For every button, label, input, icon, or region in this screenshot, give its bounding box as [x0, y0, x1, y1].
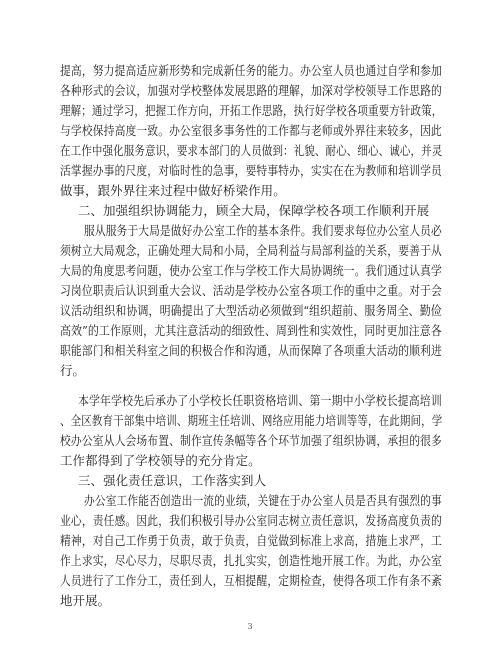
- section-heading-text: 三、强化责任意识，工作落实到人: [78, 473, 267, 488]
- text-line: 工作都得到了学校领导的充分肯定。: [60, 453, 261, 468]
- text-line: 理解；通过学习，把握工作方向，开拓工作思路，执行好学校各项重要方针政策，: [60, 103, 443, 118]
- text-line: 校办公室从人会场布置、制作宣传条幅等各个环节加强了组织协调，承担的很多: [60, 433, 442, 448]
- text-line: 须树立大局观念，正确处理大局和小局，全局利益与局部利益的关系，要善于从: [60, 243, 442, 258]
- text-line: 与学校保持高度一致。办公室很多事务性的工作都与老师或外界往来较多，因此: [60, 123, 442, 138]
- text-line: 精神，对自己工作勇于负责，敢于负责，自觉做到标准上求高，措施上求严，工: [60, 533, 442, 548]
- text-line: 职能部门和相关科室之间的积极合作和沟通，从而保障了各项重大活动的顺利进: [60, 343, 442, 358]
- text-line: 、全区教育干部集中培训、期班主任培训、网络应用能力培训等等，在此期间，学: [60, 413, 443, 428]
- text-line: 办公室工作能否创造出一流的业绩，关键在于办公室人员是否具有强烈的事: [84, 493, 442, 508]
- text-line: 各种形式的会议，加强对学校整体发展思路的理解，加深对学校领导工作思路的: [60, 83, 442, 98]
- text-line: 地开展。: [60, 593, 111, 608]
- text-line: 提高，努力提高适应新形势和完成新任务的能力。办公室人员也通过自学和参加: [60, 63, 442, 78]
- text-line: 活掌握办事的尺度，对临时性的急事，要特事特办，实实在在为教师和培训学员: [60, 163, 442, 178]
- page-number: 3: [247, 622, 253, 631]
- text-line: 行。: [60, 363, 86, 378]
- text-line: 人员进行了工作分工，责任到人，互相提醒，定期检查，使得各项工作有条不紊: [60, 573, 442, 588]
- section-heading-text: 二、加强组织协调能力，顾全大局，保障学校各项工作顺利开展: [78, 203, 430, 218]
- text-line: 议活动组织和协调，明确提出了大型活动必须做到“组织超前、服务周全、勤俭: [60, 303, 442, 318]
- text-line: 业心，责任感。因此，我们积极引导办公室同志树立责任意识，发扬高度负责的: [60, 513, 442, 528]
- text-line: 做事，跟外界往来过程中做好桥梁作用。: [60, 183, 286, 198]
- text-line: 本学年学校先后承办了小学校长任职资格培训、第一期中小学校长提高培训: [78, 393, 442, 408]
- text-line: 作上求实，尽心尽力，尽职尽责，扎扎实实，创造性地开展工作。为此，办公室: [60, 553, 442, 568]
- text-line: 在工作中强化服务意识，要求本部门的人员做到：礼貌、耐心、细心、诚心，并灵: [60, 143, 443, 158]
- text-line: 习岗位职责后认识到重大会议、活动是学校办公室各项工作的重中之重。对于会: [60, 283, 442, 298]
- text-line: 高效”的工作原则，尤其注意活动的细致性、周到性和实效性，同时更加注意各: [60, 323, 442, 338]
- text-line: 服从服务于大局是做好办公室工作的基本条件。我们要求每位办公室人员必: [84, 223, 442, 238]
- text-line: 大局的角度思考问题，使办公室工作与学校工作大局协调统一。我们通过认真学: [60, 263, 442, 278]
